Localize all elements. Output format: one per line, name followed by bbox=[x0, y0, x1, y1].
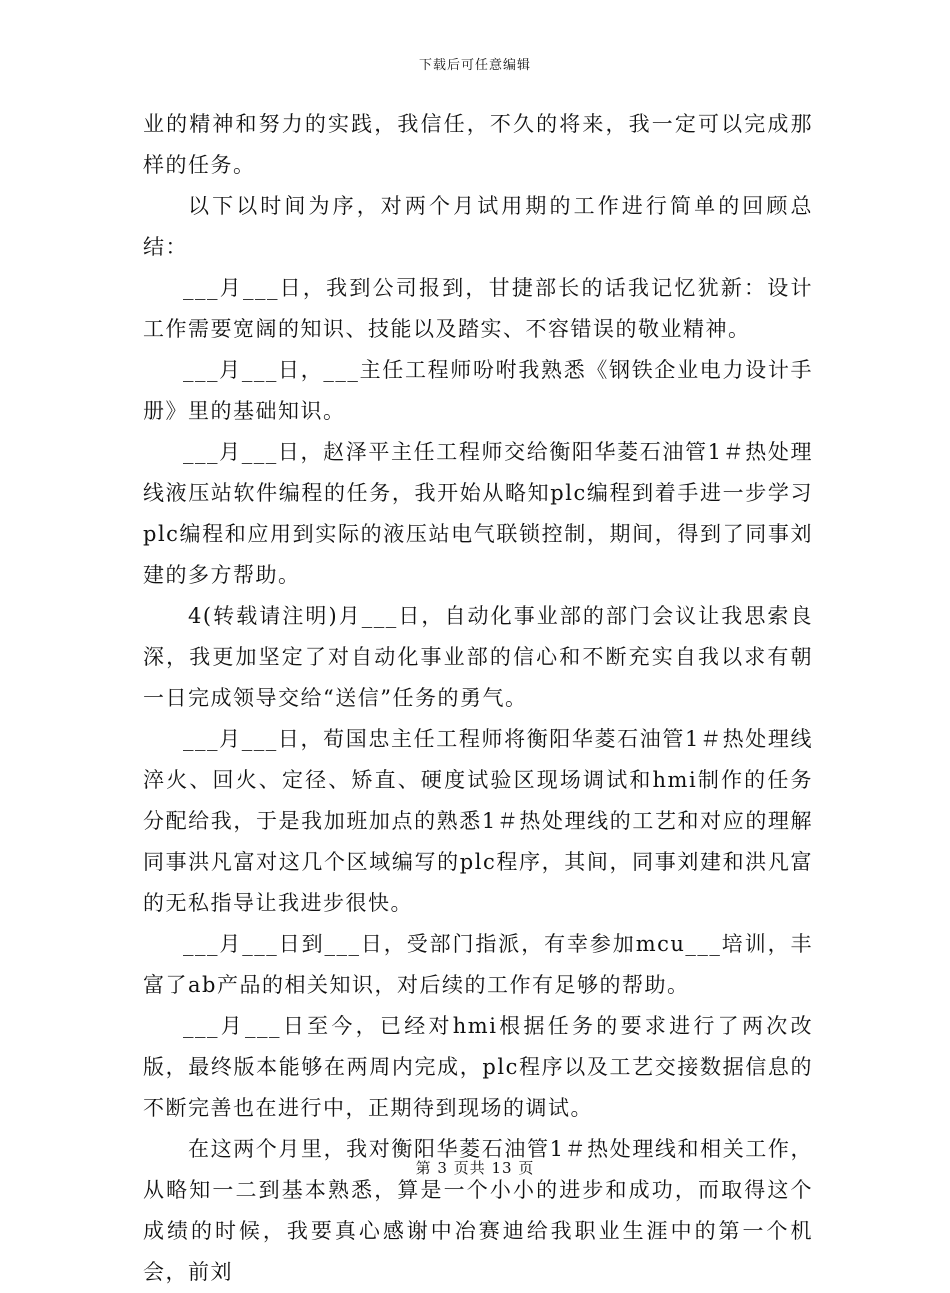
paragraph-hydraulic-task: ___月___日，赵泽平主任工程师交给衡阳华菱石油管1＃热处理线液压站软件编程的任务，我开始从略知plc编程到着手进一步学习plc编程和应用到实际的液压站电气联锁控制，期间，得到了同事刘建的多方帮助。 bbox=[143, 440, 813, 587]
paragraph-report-day: ___月___日，我到公司报到，甘捷部长的话我记忆犹新：设计工作需要宽阔的知识、技能以及踏实、不容错误的敬业精神。 bbox=[143, 276, 813, 341]
paragraph-hmi-assignment: ___月___日，荀国忠主任工程师将衡阳华菱石油管1＃热处理线淬火、回火、定径、矫直、硬度试验区现场调试和hmi制作的任务分配给我，于是我加班加点的熟悉1＃热处理线的工艺和对应的理解同事洪凡富对这几个区域编写的plc程序，其间，同事刘建和洪凡富的无私指导让我进步很快。 bbox=[143, 727, 813, 915]
document-body bbox=[143, 104, 813, 1293]
paragraph-intro: 以下以时间为序，对两个月试用期的工作进行简单的回顾总结： bbox=[143, 194, 813, 259]
paragraph-summary: 在这两个月里，我对衡阳华菱石油管1＃热处理线和相关工作，从略知一二到基本熟悉，算是一个小小的进步和成功，而取得这个成绩的时候，我要真心感谢中冶赛迪给我职业生涯中的第一个机会，前刘 bbox=[143, 1137, 813, 1284]
paragraph-handbook: ___月___日，___主任工程师吩咐我熟悉《钢铁企业电力设计手册》里的基础知识。 bbox=[143, 358, 813, 423]
paragraph-department-meeting: 4(转载请注明)月___日，自动化事业部的部门会议让我思索良深，我更加坚定了对自动化事业部的信心和不断充实自我以求有朝一日完成领导交给“送信”任务的勇气。 bbox=[143, 604, 813, 710]
page-header: 下载后可任意编辑 bbox=[418, 58, 531, 73]
paragraph-hmi-revision: ___月___日至今，已经对hmi根据任务的要求进行了两次改版，最终版本能够在两周内完成，plc程序以及工艺交接数据信息的不断完善也在进行中，正期待到现场的调试。 bbox=[143, 1014, 813, 1120]
paragraph-training: ___月___日到___日，受部门指派，有幸参加mcu___培训，丰富了ab产品的相关知识，对后续的工作有足够的帮助。 bbox=[143, 932, 813, 997]
page-footer: 第 3 页共 13 页 bbox=[415, 1159, 535, 1177]
paragraph-continuation: 业的精神和努力的实践，我信任，不久的将来，我一定可以完成那样的任务。 bbox=[143, 112, 813, 177]
